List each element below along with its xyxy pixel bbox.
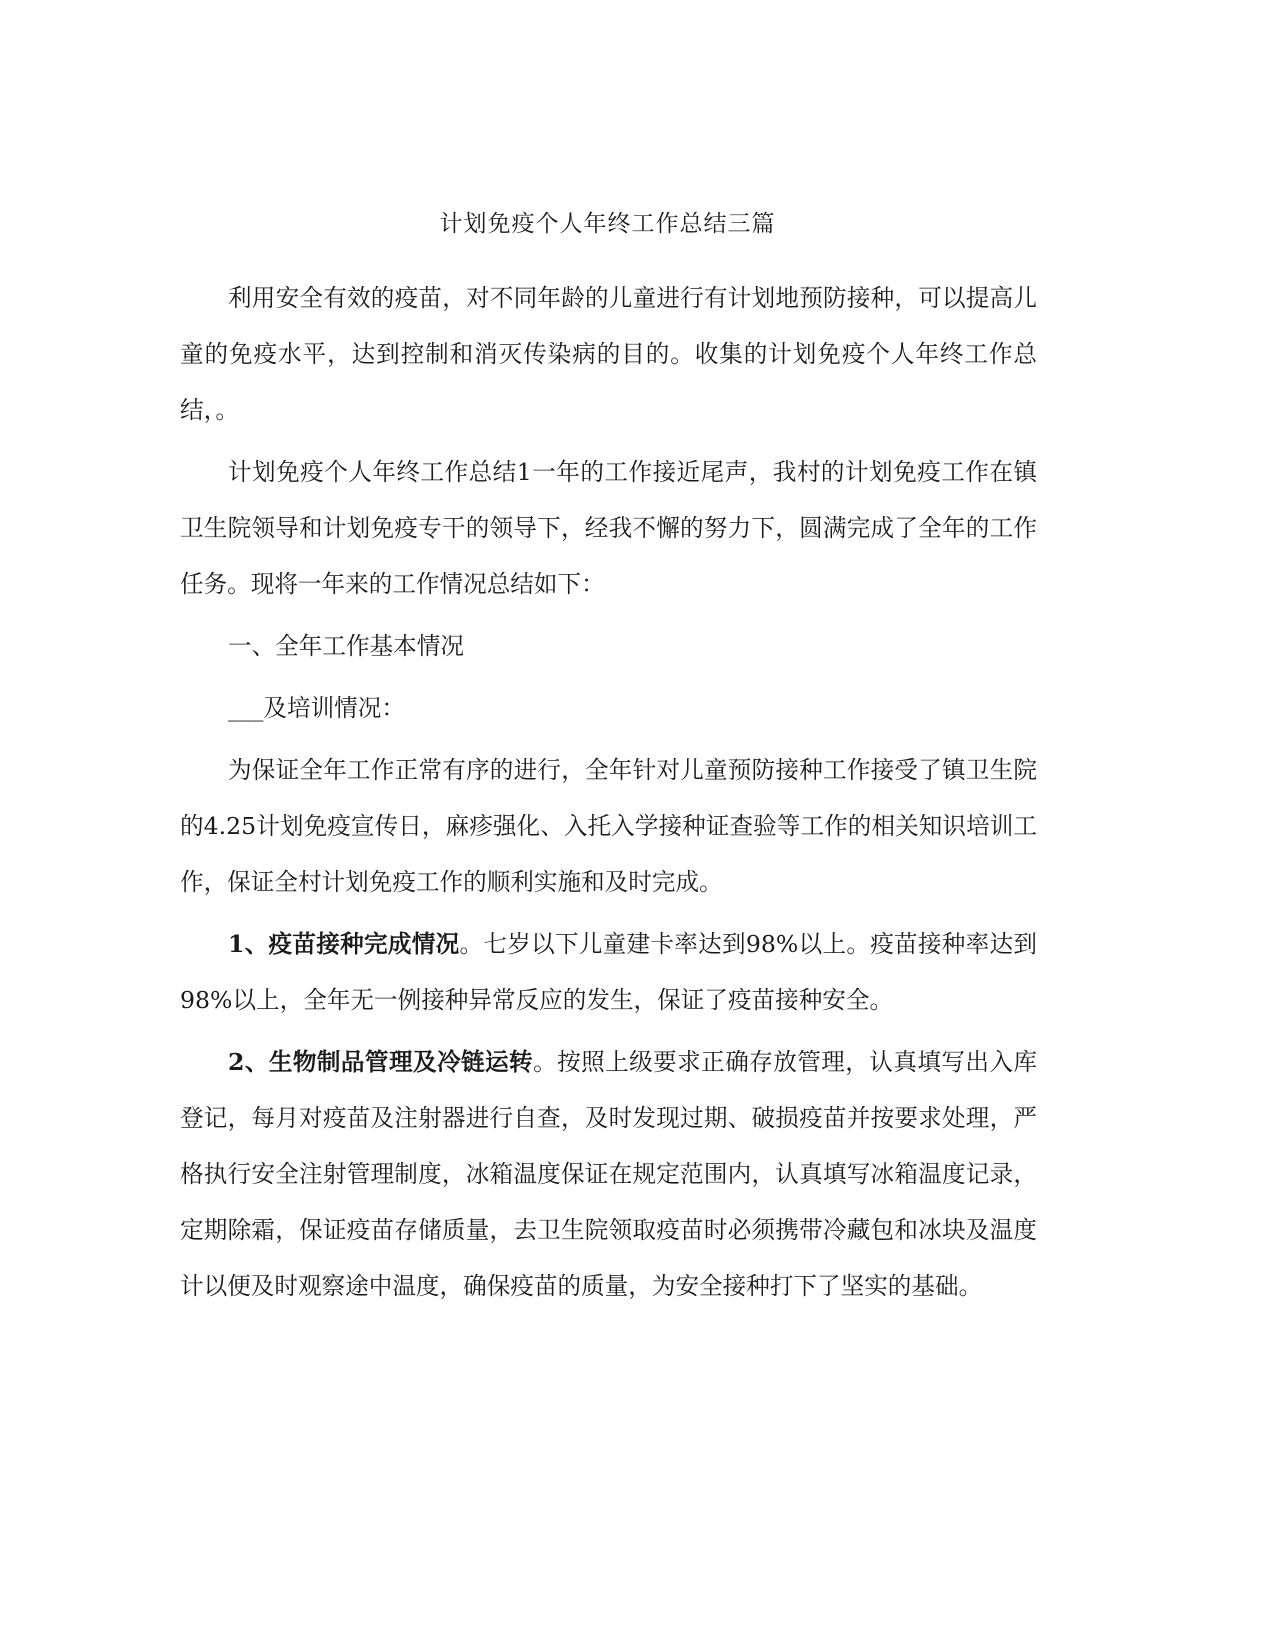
paragraph-vaccination (180, 916, 1037, 1028)
paragraph-cold-chain-text: 。按照上级要求正确存放管理，认真填写出入库登记，每月对疫苗及注射器进行自查，及时发现过期、破损疫苗并按要求处理，严格执行安全注射管理制度，冰箱温度保证在规定范围内，认真填写冰箱温度记录，定期除霜，保证疫苗存储质量，去卫生院领取疫苗时必须携带冷藏包和冰块及温度计以便及时观察途中温度，确保疫苗的质量，为安全接种打下了坚实的基础。 (180, 1048, 1038, 1300)
paragraph-cold-chain (180, 1034, 1037, 1314)
paragraph-vaccination-text: 。七岁以下儿童建卡率达到98%以上。疫苗接种率达到98%以上，全年无一例接种异常反应的发生，保证了疫苗接种安全。 (180, 930, 1037, 1014)
paragraph-training-label: ___及培训情况： (228, 694, 405, 722)
paragraph-summary-1: 计划免疫个人年终工作总结1一年的工作接近尾声，我村的计划免疫工作在镇卫生院领导和计划免疫专干的领导下，经我不懈的努力下，圆满完成了全年的工作任务。现将一年来的工作情况总结如下： (180, 458, 1037, 598)
section-heading-basic: 一、全年工作基本情况 (228, 632, 464, 660)
paragraph-vaccination-heading: 1、疫苗接种完成情况 (228, 930, 460, 958)
document-body (180, 270, 1037, 1320)
document-title: 计划免疫个人年终工作总结三篇 (439, 211, 776, 237)
paragraph-cold-chain-heading: 2、生物制品管理及冷链运转 (228, 1048, 534, 1076)
paragraph-training: 为保证全年工作正常有序的进行，全年针对儿童预防接种工作接受了镇卫生院的4.25计划免疫宣传日，麻疹强化、入托入学接种证查验等工作的相关知识培训工作，保证全村计划免疫工作的顺利实施和及时完成。 (180, 756, 1037, 896)
paragraph-intro: 利用安全有效的疫苗，对不同年龄的儿童进行有计划地预防接种，可以提高儿童的免疫水平，达到控制和消灭传染病的目的。收集的计划免疫个人年终工作总结，。 (180, 284, 1037, 424)
